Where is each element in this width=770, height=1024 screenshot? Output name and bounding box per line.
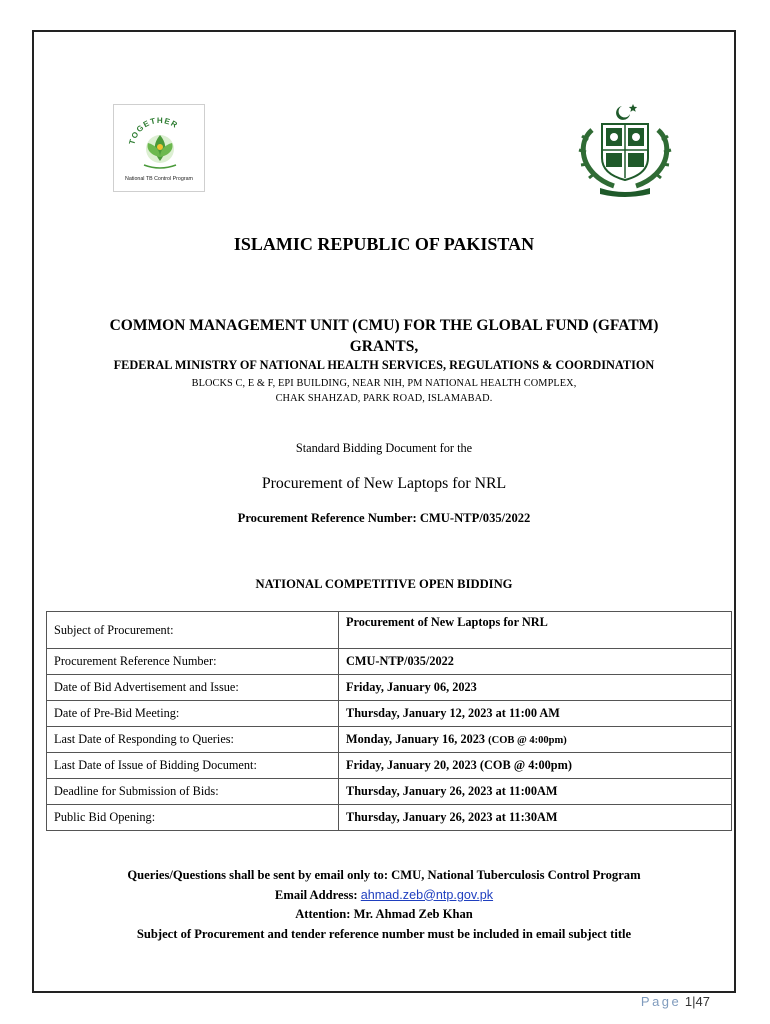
ministry-name: FEDERAL MINISTRY OF NATIONAL HEALTH SERVICES, REGULATIONS & COORDINATION	[113, 358, 655, 372]
page-title: ISLAMIC REPUBLIC OF PAKISTAN	[233, 234, 535, 254]
organization-heading	[34, 315, 734, 357]
org-line-2: GRANTS,	[349, 338, 419, 355]
email-label: Email Address:	[274, 887, 358, 902]
table-row	[47, 779, 732, 805]
row-label: Public Bid Opening:	[47, 805, 339, 831]
row-label: Last Date of Responding to Queries:	[47, 727, 339, 753]
table-row	[47, 805, 732, 831]
row-value: Thursday, January 26, 2023 at 11:00AM	[339, 779, 732, 805]
row-value: Friday, January 06, 2023	[339, 675, 732, 701]
document-type: Standard Bidding Document for the	[295, 441, 473, 455]
row-label: Subject of Procurement:	[47, 612, 339, 649]
row-label: Deadline for Submission of Bids:	[47, 779, 339, 805]
reference-number: Procurement Reference Number: CMU-NTP/035/2022	[237, 511, 531, 525]
ntp-logo	[113, 104, 205, 192]
row-value	[339, 727, 732, 753]
page-number	[641, 994, 710, 1009]
address-line-1: BLOCKS C, E & F, EPI BUILDING, NEAR NIH, PM NATIONAL HEALTH COMPLEX,	[191, 378, 577, 389]
row-value: Thursday, January 12, 2023 at 11:00 AM	[339, 701, 732, 727]
together-logo-icon	[114, 105, 206, 177]
table-row	[47, 612, 732, 649]
table-row	[47, 727, 732, 753]
row-value-note: (COB @ 4:00pm)	[488, 735, 567, 746]
procurement-title: Procurement of New Laptops for NRL	[261, 475, 507, 492]
procurement-info-table	[46, 611, 732, 831]
page-total: 47	[695, 994, 710, 1009]
row-value: CMU-NTP/035/2022	[339, 649, 732, 675]
row-value: Friday, January 20, 2023 (COB @ 4:00pm)	[339, 753, 732, 779]
row-value: Procurement of New Laptops for NRL	[339, 612, 732, 649]
table-row	[47, 649, 732, 675]
row-value: Thursday, January 26, 2023 at 11:30AM	[339, 805, 732, 831]
row-label: Last Date of Issue of Bidding Document:	[47, 753, 339, 779]
logo-arc-text: TOGETHER	[127, 115, 180, 146]
address-line-2: CHAK SHAHZAD, PARK ROAD, ISLAMABAD.	[275, 393, 493, 404]
row-label: Date of Pre-Bid Meeting:	[47, 701, 339, 727]
email-link[interactable]: ahmad.zeb@ntp.gov.pk	[360, 887, 494, 902]
queries-block	[34, 866, 734, 944]
table-row	[47, 675, 732, 701]
attention-line: Attention: Mr. Ahmad Zeb Khan	[295, 907, 473, 921]
bidding-type: NATIONAL COMPETITIVE OPEN BIDDING	[255, 577, 513, 591]
org-line-1: COMMON MANAGEMENT UNIT (CMU) FOR THE GLOBAL FUND (GFATM)	[109, 317, 659, 334]
table-row	[47, 701, 732, 727]
row-label: Date of Bid Advertisement and Issue:	[47, 675, 339, 701]
queries-line: Queries/Questions shall be sent by email only to: CMU, National Tuberculosis Control Program	[127, 868, 641, 882]
pakistan-emblem-icon	[570, 100, 680, 200]
address-block	[34, 376, 734, 406]
email-line	[34, 886, 734, 906]
page-current: 1	[684, 994, 693, 1009]
page-word: Page	[640, 994, 682, 1009]
logo-caption: National TB Control Program	[125, 176, 193, 182]
row-label: Procurement Reference Number:	[47, 649, 339, 675]
subject-note: Subject of Procurement and tender reference number must be included in email subject title	[136, 926, 632, 941]
row-value-text: Monday, January 16, 2023	[346, 732, 486, 746]
table-row	[47, 753, 732, 779]
page-separator: |	[692, 994, 696, 1009]
